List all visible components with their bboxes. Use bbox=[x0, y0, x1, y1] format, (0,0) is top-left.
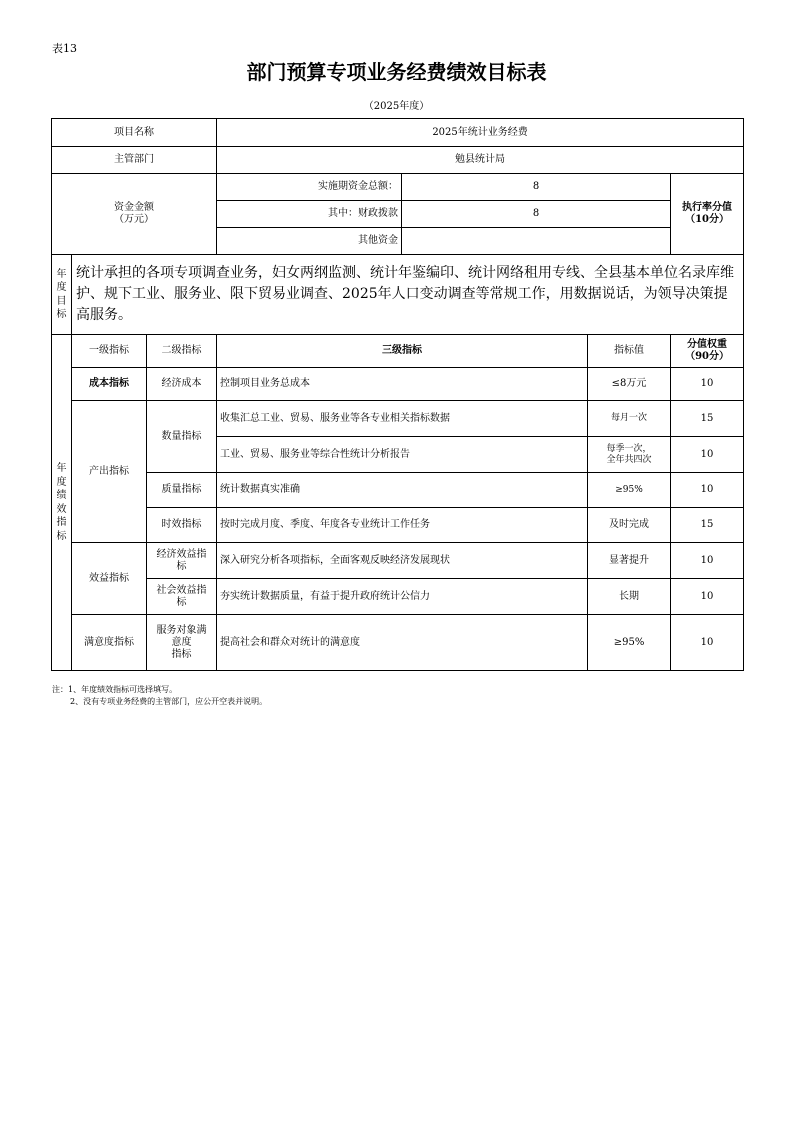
timeliness-weight: 15 bbox=[671, 508, 744, 543]
satisfaction-value: ≥95% bbox=[588, 615, 671, 671]
project-name-value: 2025年统计业务经费 bbox=[217, 119, 744, 147]
satisfaction-level1: 满意度指标 bbox=[72, 615, 147, 671]
quantity-row-1 bbox=[52, 401, 744, 437]
col-header-level2: 二级指标 bbox=[147, 335, 217, 368]
fiscal-fund-label: 其中：财政拨款 bbox=[217, 201, 402, 228]
quantity-2-weight: 10 bbox=[671, 437, 744, 473]
department-row bbox=[52, 147, 744, 174]
project-name-row bbox=[52, 119, 744, 147]
satisfaction-level3: 提高社会和群众对统计的满意度 bbox=[217, 615, 588, 671]
total-fund-label: 实施期资金总额： bbox=[217, 174, 402, 201]
annual-goal-text: 统计承担的各项专项调查业务，妇女两纲监测、统计年鉴编印、统计网络租用专线、全县基本单位名录库维护、规下工业、服务业、限下贸易业调查、2025年人口变动调查等常规工作，用数据说话，为领导决策提高服务。 bbox=[72, 255, 744, 335]
cost-level2: 经济成本 bbox=[147, 368, 217, 401]
timeliness-value: 及时完成 bbox=[588, 508, 671, 543]
satisfaction-weight: 10 bbox=[671, 615, 744, 671]
economic-benefit-value: 显著提升 bbox=[588, 543, 671, 579]
benefit-level1: 效益指标 bbox=[72, 543, 147, 615]
footnotes bbox=[52, 684, 267, 708]
page-title: 部门预算专项业务经费绩效目标表 bbox=[246, 60, 547, 84]
other-fund-value bbox=[402, 228, 671, 255]
output-level1: 产出指标 bbox=[72, 401, 147, 543]
economic-benefit-row bbox=[52, 543, 744, 579]
fund-amount-label-line1: 资金金额 bbox=[114, 202, 155, 213]
cost-value: ≤8万元 bbox=[588, 368, 671, 401]
quantity-1-level3: 收集汇总工业、贸易、服务业等各专业相关指标数据 bbox=[217, 401, 588, 437]
timeliness-level2: 时效指标 bbox=[147, 508, 217, 543]
quantity-2-level3: 工业、贸易、服务业等综合性统计分析报告 bbox=[217, 437, 588, 473]
col-header-value: 指标值 bbox=[588, 335, 671, 368]
quality-level3: 统计数据真实准确 bbox=[217, 473, 588, 508]
department-label: 主管部门 bbox=[52, 147, 217, 174]
cost-level1: 成本指标 bbox=[72, 368, 147, 401]
economic-benefit-level3: 深入研究分析各项指标，全面客观反映经济发展现状 bbox=[217, 543, 588, 579]
social-benefit-level3: 夯实统计数据质量，有益于提升政府统计公信力 bbox=[217, 579, 588, 615]
economic-benefit-level2: 经济效益指 标 bbox=[147, 543, 217, 579]
table-number: 表13 bbox=[52, 42, 77, 55]
other-fund-label: 其他资金 bbox=[217, 228, 402, 255]
annual-goal-label: 年 度 目 标 bbox=[52, 255, 72, 335]
execution-rate-score bbox=[671, 174, 744, 255]
fund-total-row bbox=[52, 174, 744, 201]
department-value: 勉县统计局 bbox=[217, 147, 744, 174]
quality-row bbox=[52, 473, 744, 508]
cost-indicator-row bbox=[52, 368, 744, 401]
quality-level2: 质量指标 bbox=[147, 473, 217, 508]
social-benefit-level2: 社会效益指 标 bbox=[147, 579, 217, 615]
fund-amount-label bbox=[52, 174, 217, 255]
fund-amount-label-line2: （万元） bbox=[114, 214, 155, 225]
annual-indicator-label: 年 度 绩 效 指 标 bbox=[52, 335, 72, 671]
social-benefit-row bbox=[52, 579, 744, 615]
fiscal-year: （2025年度） bbox=[363, 101, 430, 112]
quality-weight: 10 bbox=[671, 473, 744, 508]
footnote-2: 2、没有专项业务经费的主管部门，应公开空表并说明。 bbox=[70, 697, 268, 706]
cost-weight: 10 bbox=[671, 368, 744, 401]
satisfaction-row bbox=[52, 615, 744, 671]
col-header-weight: 分值权重 （90分） bbox=[671, 335, 744, 368]
project-name-label: 项目名称 bbox=[52, 119, 217, 147]
execution-rate-line2: （10分） bbox=[685, 214, 729, 225]
cost-level3: 控制项目业务总成本 bbox=[217, 368, 588, 401]
quantity-1-value: 每月一次 bbox=[588, 401, 671, 437]
quantity-1-weight: 15 bbox=[671, 401, 744, 437]
satisfaction-level2: 服务对象满 意度 指标 bbox=[147, 615, 217, 671]
indicator-header-row bbox=[52, 335, 744, 368]
social-benefit-weight: 10 bbox=[671, 579, 744, 615]
quality-value: ≥95% bbox=[588, 473, 671, 508]
footnote-1: 注：1、年度绩效指标可选择填写。 bbox=[52, 685, 178, 694]
execution-rate-line1: 执行率分值 bbox=[682, 202, 733, 213]
economic-benefit-weight: 10 bbox=[671, 543, 744, 579]
col-header-level3: 三级指标 bbox=[217, 335, 588, 368]
quantity-level2: 数量指标 bbox=[147, 401, 217, 473]
performance-target-table bbox=[51, 118, 744, 671]
col-header-level1: 一级指标 bbox=[72, 335, 147, 368]
total-fund-value: 8 bbox=[402, 174, 671, 201]
social-benefit-value: 长期 bbox=[588, 579, 671, 615]
timeliness-level3: 按时完成月度、季度、年度各专业统计工作任务 bbox=[217, 508, 588, 543]
fiscal-fund-value: 8 bbox=[402, 201, 671, 228]
quantity-2-value: 每季一次， 全年共四次 bbox=[588, 437, 671, 473]
timeliness-row bbox=[52, 508, 744, 543]
annual-goal-row bbox=[52, 255, 744, 335]
